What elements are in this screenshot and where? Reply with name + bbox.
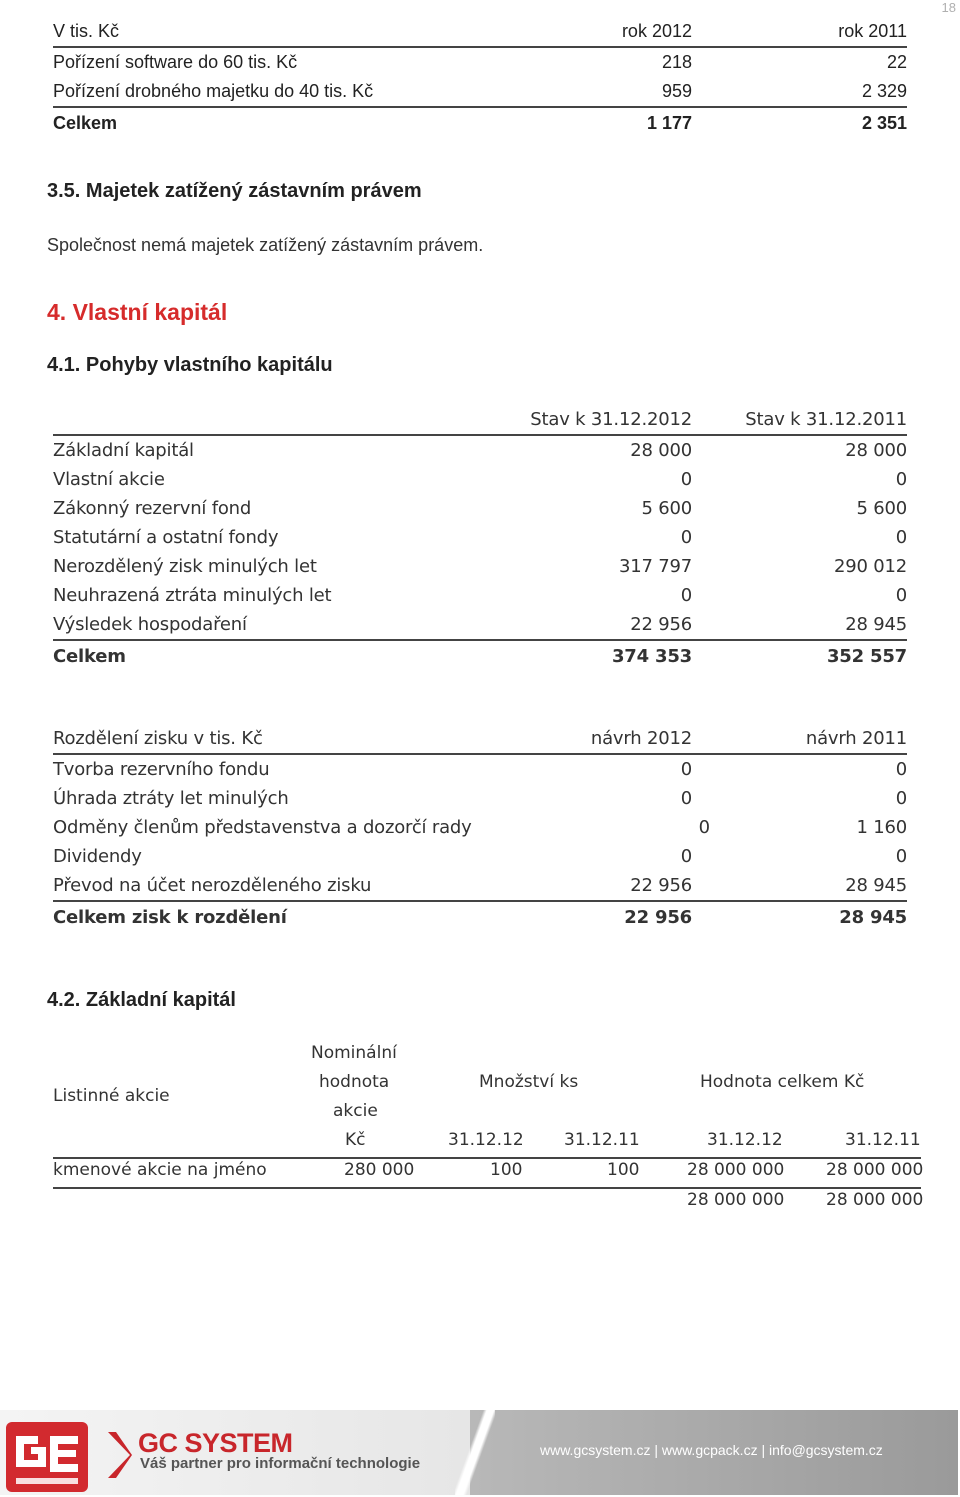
- row-col2: 1 160: [856, 817, 907, 838]
- header-col1: rok 2012: [621, 21, 692, 41]
- table-total-row: [53, 641, 907, 672]
- header-total-value: Hodnota celkem Kč: [700, 1072, 865, 1092]
- row-col1: 28 000: [630, 440, 692, 461]
- footer-links[interactable]: www.gcsystem.cz | www.gcpack.cz | info@gcsystem.cz: [540, 1442, 883, 1458]
- row-col1: 218: [661, 52, 692, 72]
- row-value-2011: 28 000 000: [826, 1160, 924, 1180]
- header-date-val-2011: 31.12.11: [845, 1130, 921, 1150]
- table-row: [53, 436, 907, 465]
- row-label: Pořízení drobného majetku do 40 tis. Kč: [53, 81, 374, 101]
- row-qty-2011: 100: [607, 1160, 640, 1180]
- table-row: [53, 842, 907, 871]
- table-row: [53, 784, 907, 813]
- total-label: Celkem: [53, 646, 126, 667]
- section-heading-4: 4. Vlastní kapitál: [47, 299, 228, 325]
- gc-logo-icon: [6, 1422, 88, 1492]
- section-heading-3-5: 3.5. Majetek zatížený zástavním právem: [47, 180, 422, 202]
- header-nominal-line2: hodnota: [319, 1072, 390, 1092]
- total-value-2011: 28 000 000: [826, 1190, 924, 1210]
- header-col1: Stav k 31.12.2012: [530, 409, 692, 430]
- section-heading-4-1: 4.1. Pohyby vlastního kapitálu: [47, 354, 333, 376]
- row-label: Převod na účet nerozděleného zisku: [53, 875, 372, 896]
- header-rule: [53, 1157, 921, 1159]
- page-number: 18: [941, 0, 956, 15]
- share-capital-table: [53, 1040, 924, 1220]
- header-label: V tis. Kč: [53, 21, 120, 41]
- row-label: Vlastní akcie: [53, 469, 165, 490]
- row-label: Výsledek hospodaření: [53, 614, 247, 635]
- row-col1: 0: [680, 846, 692, 867]
- header-date-qty-2011: 31.12.11: [564, 1130, 640, 1150]
- footer-banner: [0, 1410, 960, 1495]
- table-row: [53, 610, 907, 641]
- row-col2: 5 600: [856, 498, 907, 519]
- table-row: [53, 77, 907, 108]
- total-col2: 28 945: [839, 907, 907, 928]
- total-label: Celkem zisk k rozdělení: [53, 907, 287, 928]
- row-col2: 0: [895, 469, 907, 490]
- section-heading-4-2: 4.2. Základní kapitál: [47, 989, 236, 1011]
- header-nominal-line1: Nominální: [311, 1043, 397, 1063]
- table-header-row: [53, 17, 907, 48]
- header-listinne-akcie: Listinné akcie: [53, 1086, 170, 1106]
- total-col1: 1 177: [646, 113, 692, 133]
- row-col2: 0: [895, 788, 907, 809]
- brand-name: GC SYSTEM: [138, 1428, 293, 1458]
- row-label: Nerozdělený zisk minulých let: [53, 556, 317, 577]
- header-nominal-line4: Kč: [345, 1130, 366, 1150]
- header-label: Rozdělení zisku v tis. Kč: [53, 728, 263, 749]
- row-col1: 959: [661, 81, 692, 101]
- row-col2: 0: [895, 846, 907, 867]
- row-label: Zákonný rezervní fond: [53, 498, 252, 519]
- row-col1: 5 600: [641, 498, 692, 519]
- row-label: Základní kapitál: [53, 440, 194, 461]
- row-col1: 0: [680, 788, 692, 809]
- table-row: [53, 755, 907, 784]
- row-label: kmenové akcie na jméno: [53, 1160, 267, 1180]
- equity-table: [53, 405, 907, 672]
- row-label: Tvorba rezervního fondu: [53, 759, 270, 780]
- row-label: Dividendy: [53, 846, 142, 867]
- header-nominal-line3: akcie: [333, 1101, 378, 1121]
- row-label: Neuhrazená ztráta minulých let: [53, 585, 332, 606]
- header-col2: Stav k 31.12.2011: [745, 409, 907, 430]
- table-total-row: [53, 902, 907, 933]
- row-col2: 28 945: [845, 614, 907, 635]
- table-row: [53, 494, 907, 523]
- row-col1: 0: [680, 759, 692, 780]
- row-label: Pořízení software do 60 tis. Kč: [53, 52, 298, 72]
- total-col2: 2 351: [861, 113, 907, 133]
- table-row: [53, 871, 907, 902]
- header-col1: návrh 2012: [590, 728, 692, 749]
- assets-table: [53, 17, 907, 139]
- section-text-3-5: Společnost nemá majetek zatížený zástavním právem.: [47, 235, 484, 255]
- total-col1: 374 353: [611, 646, 692, 667]
- brand-tagline: Váš partner pro informační technologie: [140, 1455, 421, 1472]
- row-label: Odměny členům představenstva a dozorčí rady: [53, 817, 472, 838]
- table-row: [53, 48, 907, 77]
- row-col2: 0: [895, 527, 907, 548]
- header-date-val-2012: 31.12.12: [707, 1130, 783, 1150]
- row-col1: 0: [680, 585, 692, 606]
- row-col2: 2 329: [861, 81, 907, 101]
- row-col1: 0: [680, 469, 692, 490]
- row-value-2012: 28 000 000: [687, 1160, 785, 1180]
- row-col1: 22 956: [630, 614, 692, 635]
- table-row: [53, 523, 907, 552]
- row-col1: 0: [680, 527, 692, 548]
- row-nominal: 280 000: [344, 1160, 415, 1180]
- total-label: Celkem: [53, 113, 118, 133]
- row-col1: 22 956: [630, 875, 692, 896]
- table-row: [53, 581, 907, 610]
- chevron-right-icon: [106, 1430, 132, 1485]
- table-row: [53, 552, 907, 581]
- row-col2: 28 945: [845, 875, 907, 896]
- row-rule: [53, 1187, 921, 1189]
- row-col2: 290 012: [833, 556, 907, 577]
- total-col2: 352 557: [826, 646, 907, 667]
- table-header-row: [53, 405, 907, 436]
- header-col2: rok 2011: [838, 21, 907, 41]
- table-total-row: [53, 108, 907, 139]
- row-qty-2012: 100: [490, 1160, 523, 1180]
- table-row: [53, 813, 907, 842]
- row-col2: 0: [895, 759, 907, 780]
- header-date-qty-2012: 31.12.12: [448, 1130, 524, 1150]
- table-row: [53, 465, 907, 494]
- row-col2: 22: [886, 52, 907, 72]
- table-header-row: [53, 724, 907, 755]
- total-value-2012: 28 000 000: [687, 1190, 785, 1210]
- header-col2: návrh 2011: [805, 728, 907, 749]
- row-col2: 0: [895, 585, 907, 606]
- row-label: Statutární a ostatní fondy: [53, 527, 279, 548]
- row-col1: 0: [698, 817, 710, 838]
- profit-distribution-table: [53, 724, 907, 933]
- row-col1: 317 797: [618, 556, 692, 577]
- total-col1: 22 956: [624, 907, 692, 928]
- row-label: Úhrada ztráty let minulých: [53, 788, 289, 809]
- header-quantity: Množství ks: [479, 1072, 579, 1092]
- row-col2: 28 000: [845, 440, 907, 461]
